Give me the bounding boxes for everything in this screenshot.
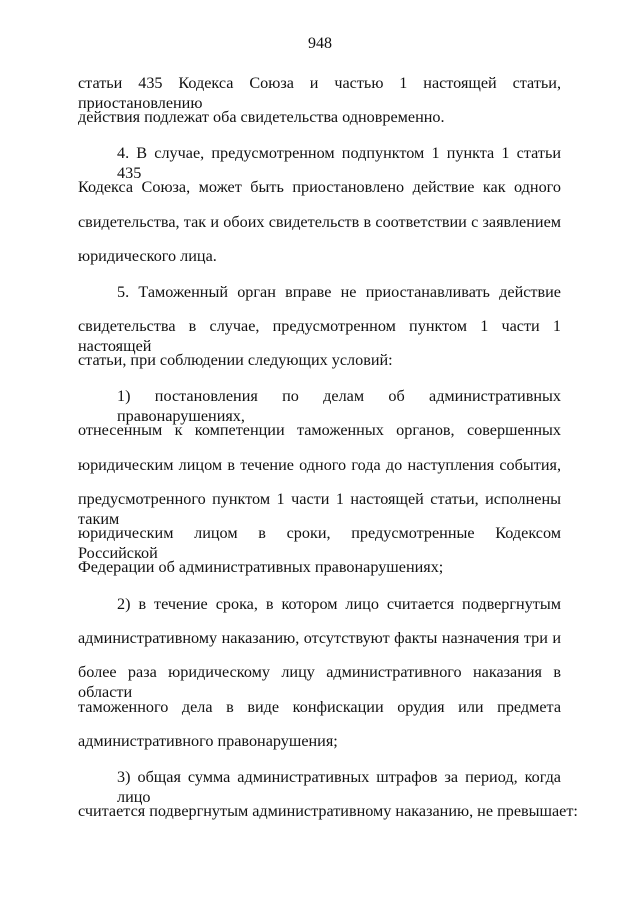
text-line: отнесенным к компетенции таможенных органов, совершенных (78, 421, 561, 439)
text-line: свидетельства в случае, предусмотренном пунктом 1 части 1 настоящей (78, 317, 561, 355)
text-line: административного правонарушения; (78, 732, 338, 750)
paragraph-first-line: 2) в течение срока, в котором лицо считается подвергнутым (117, 595, 561, 613)
text-line: свидетельства, так и обоих свидетельств в соответствии с заявлением (78, 213, 561, 231)
text-line: более раза юридическому лицу административного наказания в области (78, 663, 561, 701)
text-line: юридического лица. (78, 247, 217, 265)
page-number: 948 (308, 35, 332, 52)
text-line: действия подлежат оба свидетельства одновременно. (78, 108, 445, 126)
text-line: юридическим лицом в сроки, предусмотренные Кодексом Российской (78, 524, 561, 562)
text-line: Федерации об административных правонарушениях; (78, 558, 444, 576)
paragraph-first-line: 1) постановления по делам об административных правонарушениях, (117, 387, 561, 425)
text-line: административному наказанию, отсутствуют факты назначения три и (78, 629, 561, 647)
text-line: юридическим лицом в течение одного года до наступления события, (78, 456, 561, 474)
paragraph-first-line: 3) общая сумма административных штрафов за период, когда лицо (117, 768, 561, 806)
text-line: Кодекса Союза, может быть приостановлено действие как одного (78, 178, 561, 196)
text-line: считается подвергнутым административному наказанию, не превышает: (78, 802, 578, 820)
paragraph-first-line: 4. В случае, предусмотренном подпунктом 1 пункта 1 статьи 435 (117, 144, 561, 182)
paragraph-first-line: 5. Таможенный орган вправе не приостанавливать действие (117, 283, 561, 301)
text-line: статьи, при соблюдении следующих условий: (78, 351, 393, 369)
text-line: предусмотренного пунктом 1 части 1 настоящей статьи, исполнены таким (78, 490, 561, 528)
text-line: статьи 435 Кодекса Союза и частью 1 настоящей статьи, приостановлению (78, 74, 561, 112)
text-line: таможенного дела в виде конфискации орудия или предмета (78, 698, 561, 716)
